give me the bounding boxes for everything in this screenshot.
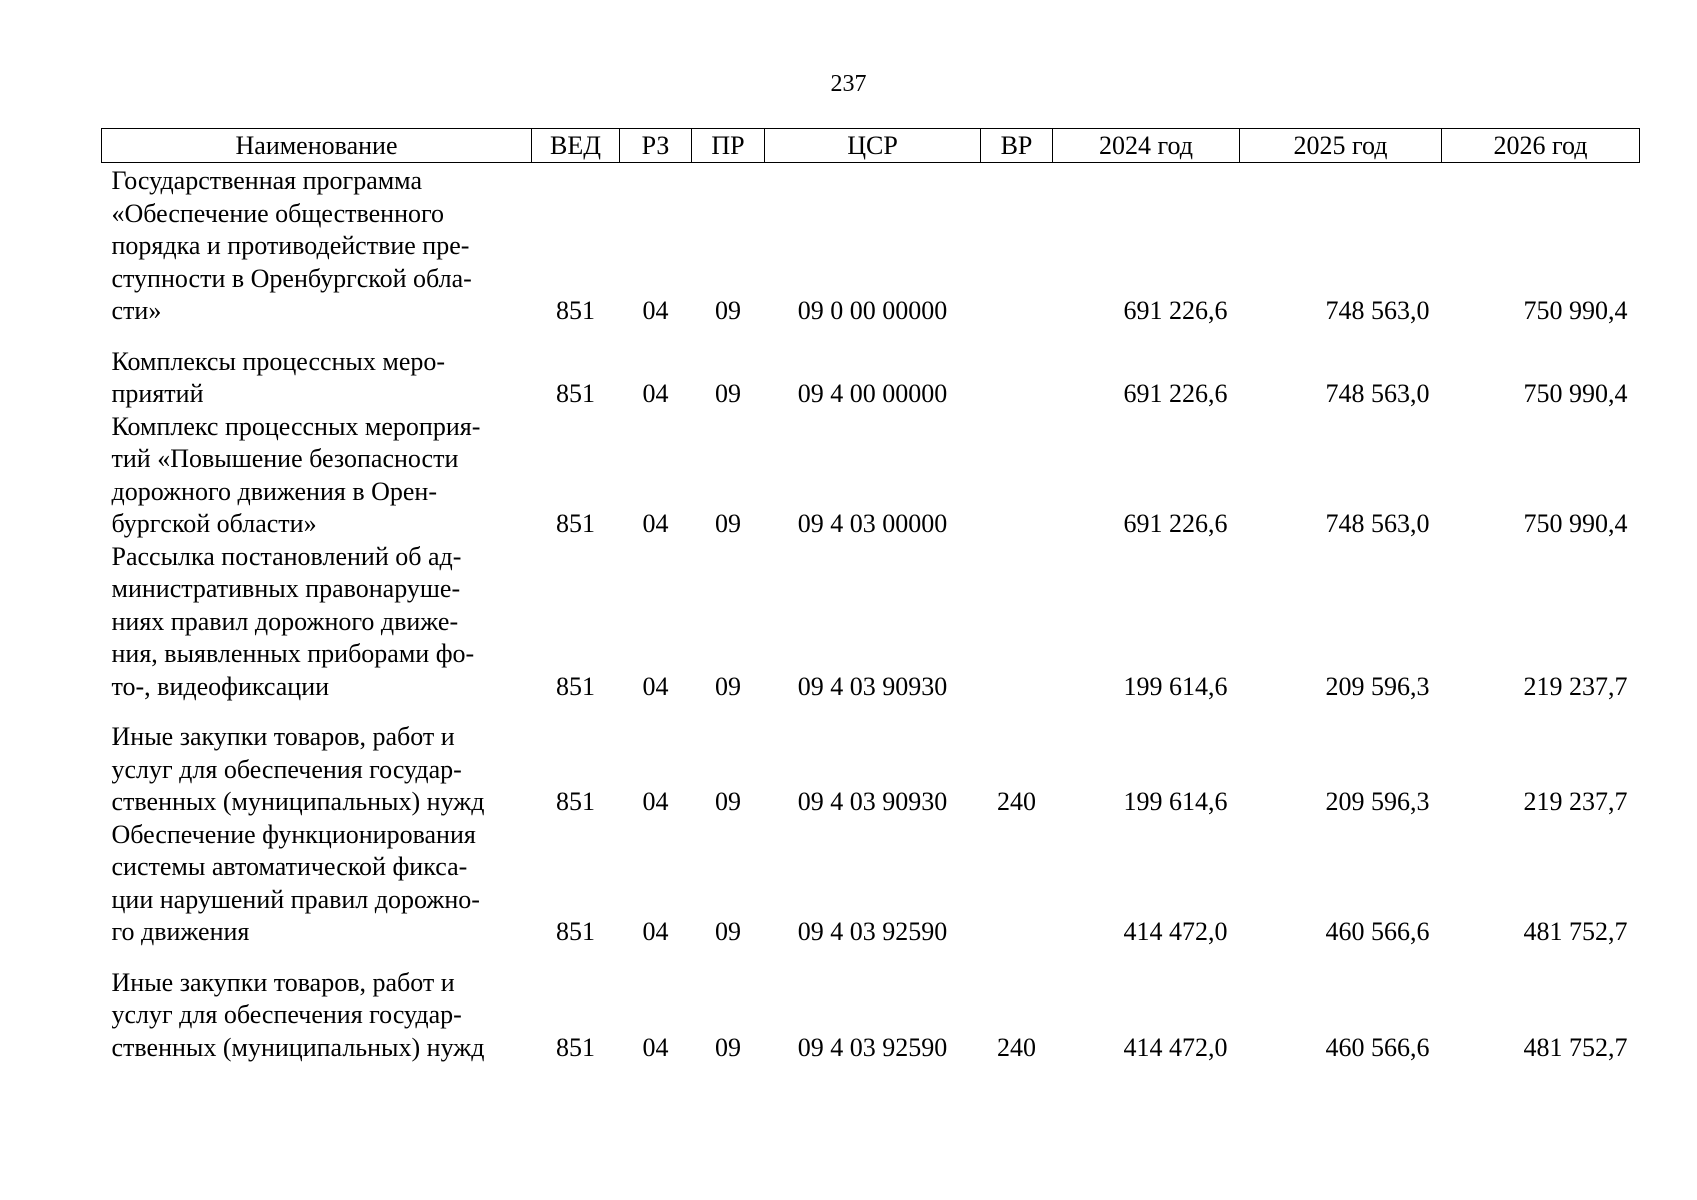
row-rz: 04: [642, 296, 669, 325]
row-csr: 09 4 03 90930: [797, 787, 948, 816]
row-2026: 481 752,7: [1523, 1032, 1628, 1062]
row-name: Рассылка постановлений об ад- министративных правонаруше- ниях правил дорожного движе- ния, выявленных приборами фо- то-, видеофиксации: [111, 541, 475, 701]
row-2025: 460 566,6: [1325, 917, 1430, 946]
row-2024: 414 472,0: [1123, 1032, 1228, 1062]
row-ved: 851: [556, 296, 595, 325]
row-pr: 09: [715, 787, 741, 816]
row-2026: 750 990,4: [1523, 379, 1628, 408]
header-csr: ЦСР: [765, 129, 981, 163]
table-row: [102, 949, 1640, 1065]
row-name: Комплексы процессных меро- приятий: [111, 346, 446, 408]
row-vr: [981, 328, 1053, 411]
row-rz: 04: [642, 1032, 669, 1062]
header-pr: ПР: [692, 129, 765, 163]
header-rz: РЗ: [620, 129, 692, 163]
row-name: Обеспечение функционирования системы автоматической фикса- ции нарушений правил дорожно- го движения: [111, 819, 480, 946]
row-rz: 04: [642, 787, 669, 816]
row-vr: 240: [997, 787, 1036, 816]
table-row: [102, 541, 1640, 704]
row-name: Иные закупки товаров, работ и услуг для обеспечения государ- ственных (муниципальных) нужд: [111, 967, 485, 1062]
row-name: Иные закупки товаров, работ и услуг для обеспечения государ- ственных (муниципальных) нужд: [111, 722, 485, 816]
row-pr: 09: [715, 509, 741, 538]
row-ved: 851: [556, 379, 595, 408]
row-rz: 04: [642, 917, 669, 946]
row-2025: 460 566,6: [1325, 1032, 1430, 1062]
table-row: [102, 411, 1640, 541]
header-ved: ВЕД: [532, 129, 620, 163]
row-vr: [981, 541, 1053, 704]
row-2026: 481 752,7: [1523, 917, 1628, 946]
row-csr: 09 4 03 92590: [797, 917, 948, 946]
row-ved: 851: [556, 671, 595, 701]
row-pr: 09: [715, 379, 741, 408]
budget-table: [101, 128, 1640, 1064]
row-2024: 199 614,6: [1123, 671, 1228, 701]
row-pr: 09: [715, 296, 741, 325]
table-row: [102, 163, 1640, 328]
row-2024: 691 226,6: [1123, 296, 1228, 325]
row-2026: 750 990,4: [1523, 296, 1628, 325]
row-vr: 240: [997, 1032, 1036, 1062]
row-csr: 09 4 03 00000: [797, 509, 948, 538]
row-2026: 219 237,7: [1523, 787, 1628, 816]
row-2026: 219 237,7: [1523, 671, 1628, 701]
row-csr: 09 0 00 00000: [797, 296, 948, 325]
row-2024: 691 226,6: [1123, 509, 1228, 538]
row-2024: 691 226,6: [1123, 379, 1228, 408]
row-2025: 209 596,3: [1325, 787, 1430, 816]
row-2025: 748 563,0: [1325, 296, 1430, 325]
row-ved: 851: [556, 917, 595, 946]
row-rz: 04: [642, 509, 669, 538]
row-ved: 851: [556, 509, 595, 538]
page-number: 237: [830, 71, 867, 97]
row-2024: 414 472,0: [1123, 917, 1228, 946]
row-rz: 04: [642, 671, 669, 701]
row-csr: 09 4 03 92590: [797, 1032, 948, 1062]
table-row: [102, 819, 1640, 949]
row-csr: 09 4 03 90930: [797, 671, 948, 701]
row-vr: [981, 411, 1053, 541]
row-name: Комплекс процессных мероприя- тий «Повышение безопасности дорожного движения в Орен- бургской области»: [111, 411, 481, 538]
row-vr: [981, 163, 1053, 328]
row-rz: 04: [642, 379, 669, 408]
table-header-row: [102, 129, 1640, 163]
header-2024: 2024 год: [1053, 129, 1240, 163]
row-2026: 750 990,4: [1523, 509, 1628, 538]
header-2025: 2025 год: [1240, 129, 1442, 163]
header-2026: 2026 год: [1442, 129, 1640, 163]
row-csr: 09 4 00 00000: [797, 379, 948, 408]
row-vr: [981, 819, 1053, 949]
row-2025: 209 596,3: [1325, 671, 1430, 701]
row-name: Государственная программа «Обеспечение общественного порядка и противодействие пре- ступности в Оренбургской обла- сти»: [111, 166, 472, 325]
table-row: [102, 328, 1640, 411]
row-pr: 09: [715, 1032, 741, 1062]
row-ved: 851: [556, 787, 595, 816]
row-pr: 09: [715, 917, 741, 946]
row-2024: 199 614,6: [1123, 787, 1228, 816]
row-2025: 748 563,0: [1325, 509, 1430, 538]
row-2025: 748 563,0: [1325, 379, 1430, 408]
header-vr: ВР: [981, 129, 1053, 163]
table-row: [102, 703, 1640, 819]
row-pr: 09: [715, 671, 741, 701]
header-name: Наименование: [102, 129, 532, 163]
row-ved: 851: [556, 1032, 595, 1062]
